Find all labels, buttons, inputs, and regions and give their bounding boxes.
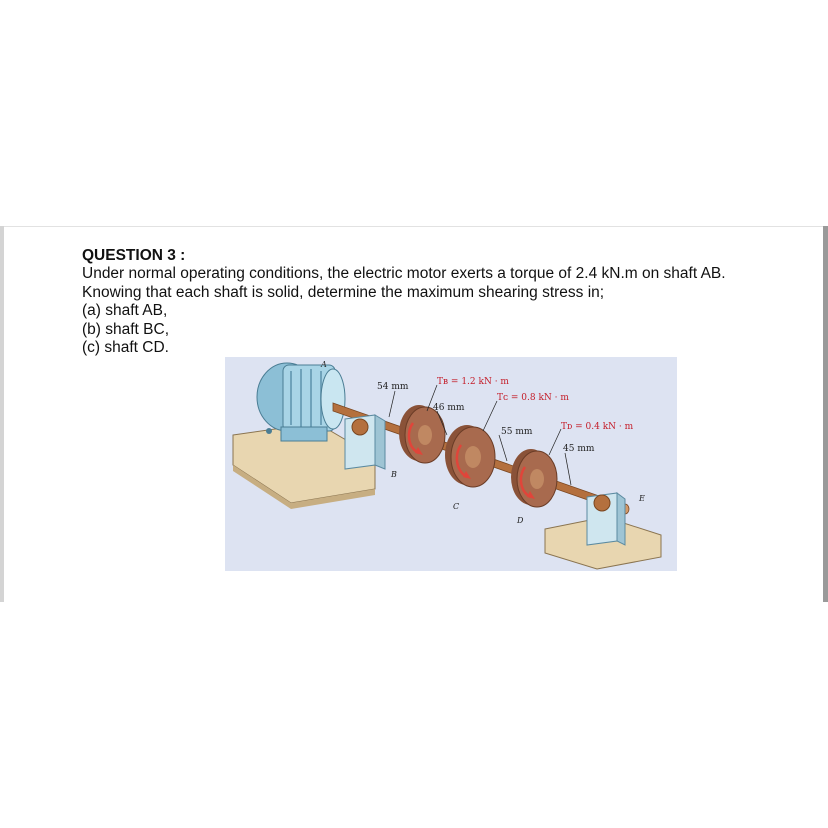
question-title: QUESTION 3 : — [82, 247, 186, 264]
question-line: Knowing that each shaft is solid, determine the maximum shearing stress in; — [82, 283, 605, 301]
label-dia-cd: 55 mm — [501, 427, 533, 437]
page-right-edge — [823, 226, 828, 602]
bearing-e — [587, 493, 625, 545]
shaft-diagram — [225, 357, 677, 571]
leader-dia-ab — [389, 391, 395, 417]
label-tc: Tᴄ = 0.8 kN · m — [497, 393, 569, 403]
label-dia-ab: 54 mm — [377, 382, 409, 392]
label-a: A — [321, 360, 327, 369]
question-line: Under normal operating conditions, the electric motor exerts a torque of 2.4 kN.m on shaft AB. — [82, 265, 726, 282]
leader-dia-cd — [499, 435, 507, 461]
label-d: D — [517, 516, 524, 525]
shaft-diagram-svg — [225, 357, 677, 571]
page-top-edge — [0, 226, 828, 227]
pulley-c — [445, 425, 495, 487]
label-dia-de: 45 mm — [563, 444, 595, 454]
label-e: E — [639, 494, 645, 503]
leader-td — [549, 429, 561, 455]
leader-tc — [483, 401, 497, 431]
question-part-b: (b) shaft BC, — [82, 320, 169, 338]
pulley-d — [511, 449, 557, 507]
page-left-edge — [0, 226, 4, 602]
question-part-a: (a) shaft AB, — [82, 302, 168, 319]
question-part-c: (c) shaft CD. — [82, 339, 169, 356]
label-td: Tᴅ = 0.4 kN · m — [561, 422, 634, 432]
bearing-b — [345, 415, 385, 469]
label-b: B — [391, 470, 397, 479]
label-dia-bc: 46 mm — [433, 403, 465, 413]
question-text — [82, 246, 802, 358]
electric-motor — [257, 363, 345, 441]
label-tb: Tʙ = 1.2 kN · m — [437, 377, 509, 387]
leader-dia-de — [565, 453, 571, 485]
label-c: C — [453, 502, 460, 511]
